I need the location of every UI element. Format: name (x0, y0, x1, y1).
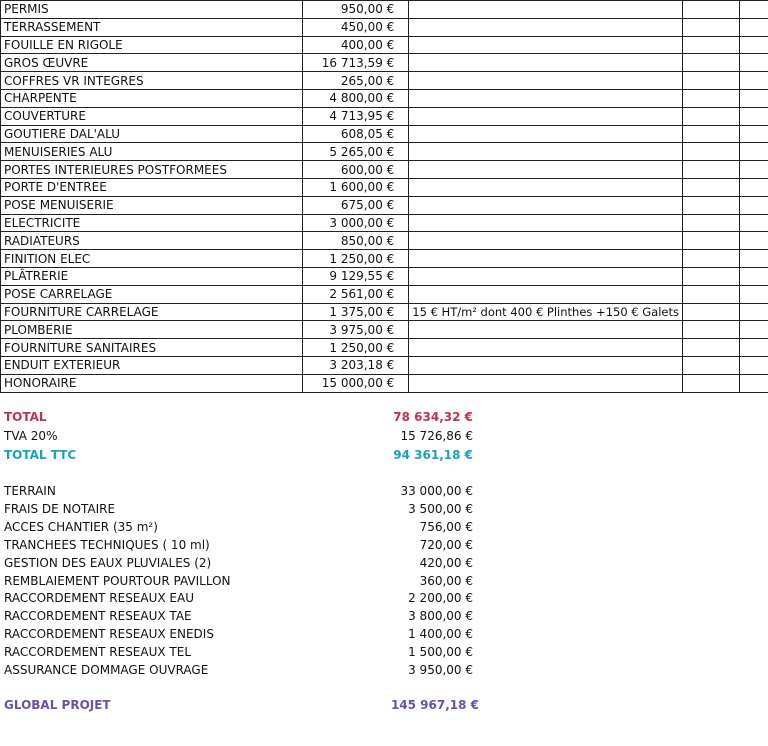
extra-label: GESTION DES EAUX PLUVIALES (2) (4, 555, 212, 570)
row-label: POSE CARRELAGE (1, 285, 303, 303)
list-item (0, 537, 768, 554)
row-label: PORTES INTERIEURES POSTFORMEES (1, 161, 303, 179)
row-note (409, 1, 683, 19)
row-empty-cell (683, 54, 740, 72)
row-note (409, 339, 683, 357)
total-label: TOTAL (4, 410, 47, 424)
row-empty-cell (683, 178, 740, 196)
ttc-value: 94 361,18 € (393, 448, 473, 462)
extra-label: ASSURANCE DOMMAGE OUVRAGE (4, 663, 209, 677)
row-label: PLÂTRERIE (1, 267, 303, 285)
row-empty-cell (739, 72, 768, 90)
table-row (1, 125, 768, 143)
total-row (0, 409, 768, 426)
extra-label: FRAIS DE NOTAIRE (4, 501, 116, 516)
row-note (409, 285, 683, 303)
row-note (409, 125, 683, 143)
row-amount: 850,00 € (303, 232, 409, 250)
row-amount: 1 250,00 € (303, 339, 409, 357)
extra-amount: 360,00 € (419, 573, 473, 588)
extra-label: RACCORDEMENT RESEAUX TAE (4, 609, 192, 624)
row-empty-cell (739, 89, 768, 107)
row-empty-cell (739, 356, 768, 374)
row-amount: 265,00 € (303, 72, 409, 90)
extra-amount: 720,00 € (419, 537, 473, 552)
list-item (0, 626, 768, 643)
row-label: FOUILLE EN RIGOLE (1, 36, 303, 54)
row-label: FOURNITURE SANITAIRES (1, 339, 303, 357)
row-empty-cell (683, 339, 740, 357)
table-row (1, 54, 768, 72)
extra-label: TRANCHEES TECHNIQUES ( 10 ml) (4, 537, 210, 552)
list-item (0, 483, 768, 500)
row-label: CHARPENTE (1, 89, 303, 107)
row-empty-cell (739, 143, 768, 161)
row-amount: 3 000,00 € (303, 214, 409, 232)
list-item (0, 555, 768, 572)
row-empty-cell (739, 321, 768, 339)
row-empty-cell (683, 196, 740, 214)
row-amount: 400,00 € (303, 36, 409, 54)
row-empty-cell (683, 250, 740, 268)
table-row (1, 89, 768, 107)
row-empty-cell (739, 232, 768, 250)
table-row (1, 72, 768, 90)
row-amount: 608,05 € (303, 125, 409, 143)
table-row (1, 143, 768, 161)
row-amount: 3 975,00 € (303, 321, 409, 339)
row-amount: 4 800,00 € (303, 89, 409, 107)
row-empty-cell (739, 196, 768, 214)
table-row (1, 107, 768, 125)
table-row (1, 18, 768, 36)
row-note (409, 72, 683, 90)
row-label: FINITION ELEC (1, 250, 303, 268)
tva-label: TVA 20% (4, 429, 58, 443)
total-value: 78 634,32 € (393, 410, 473, 424)
row-empty-cell (739, 1, 768, 19)
row-empty-cell (683, 89, 740, 107)
extra-label: TERRAIN (4, 484, 56, 498)
row-empty-cell (683, 72, 740, 90)
list-item (0, 519, 768, 536)
table-row (1, 285, 768, 303)
extra-amount: 1 400,00 € (408, 627, 473, 642)
table-row (1, 321, 768, 339)
row-amount: 3 203,18 € (303, 356, 409, 374)
row-empty-cell (683, 285, 740, 303)
table-row (1, 374, 768, 392)
table-row (1, 161, 768, 179)
row-empty-cell (739, 250, 768, 268)
global-row (0, 697, 768, 714)
row-amount: 16 713,59 € (303, 54, 409, 72)
row-empty-cell (739, 267, 768, 285)
table-row (1, 267, 768, 285)
row-amount: 1 600,00 € (303, 178, 409, 196)
row-empty-cell (739, 107, 768, 125)
row-label: ENDUIT EXTERIEUR (1, 356, 303, 374)
row-empty-cell (739, 285, 768, 303)
row-empty-cell (683, 303, 740, 321)
extra-amount: 3 950,00 € (408, 663, 473, 677)
row-label: RADIATEURS (1, 232, 303, 250)
row-amount: 9 129,55 € (303, 267, 409, 285)
row-amount: 450,00 € (303, 18, 409, 36)
row-label: COFFRES VR INTEGRES (1, 72, 303, 90)
table-row (1, 36, 768, 54)
row-note (409, 250, 683, 268)
row-note (409, 89, 683, 107)
row-empty-cell (739, 54, 768, 72)
row-empty-cell (739, 36, 768, 54)
tva-row (0, 428, 768, 445)
table-row (1, 303, 768, 321)
global-label: GLOBAL PROJET (4, 698, 111, 712)
row-amount: 2 561,00 € (303, 285, 409, 303)
extra-amount: 33 000,00 € (400, 484, 473, 498)
list-item (0, 590, 768, 607)
row-empty-cell (683, 143, 740, 161)
row-empty-cell (683, 214, 740, 232)
row-label: ELECTRICITE (1, 214, 303, 232)
row-note (409, 143, 683, 161)
row-empty-cell (683, 321, 740, 339)
row-empty-cell (739, 125, 768, 143)
table-row (1, 250, 768, 268)
row-empty-cell (683, 356, 740, 374)
row-note (409, 161, 683, 179)
row-empty-cell (739, 214, 768, 232)
row-empty-cell (739, 161, 768, 179)
row-amount: 15 000,00 € (303, 374, 409, 392)
extra-amount: 3 800,00 € (408, 609, 473, 624)
list-item (0, 644, 768, 661)
row-empty-cell (683, 18, 740, 36)
row-empty-cell (683, 1, 740, 19)
tva-value: 15 726,86 € (400, 429, 473, 443)
row-note (409, 267, 683, 285)
row-note (409, 36, 683, 54)
row-amount: 5 265,00 € (303, 143, 409, 161)
extra-amount: 420,00 € (419, 555, 473, 570)
row-empty-cell (683, 107, 740, 125)
row-empty-cell (739, 178, 768, 196)
row-label: GOUTIERE DAL'ALU (1, 125, 303, 143)
extra-amount: 1 500,00 € (408, 645, 473, 660)
row-label: TERRASSEMENT (1, 18, 303, 36)
row-note (409, 356, 683, 374)
ttc-label: TOTAL TTC (4, 448, 77, 462)
extra-amount: 3 500,00 € (408, 501, 473, 516)
table-row (1, 1, 768, 19)
table-row (1, 196, 768, 214)
row-note (409, 374, 683, 392)
row-note: 15 € HT/m² dont 400 € Plinthes +150 € Galets (409, 303, 683, 321)
row-amount: 675,00 € (303, 196, 409, 214)
row-amount: 4 713,95 € (303, 107, 409, 125)
list-item (0, 501, 768, 518)
extra-label: RACCORDEMENT RESEAUX TEL (4, 645, 192, 660)
row-empty-cell (739, 339, 768, 357)
row-label: FOURNITURE CARRELAGE (1, 303, 303, 321)
ttc-row (0, 447, 768, 464)
extra-label: RACCORDEMENT RESEAUX EAU (4, 591, 194, 606)
row-label: PERMIS (1, 1, 303, 19)
row-label: POSE MENUISERIE (1, 196, 303, 214)
table-row (1, 339, 768, 357)
row-empty-cell (683, 232, 740, 250)
row-amount: 950,00 € (303, 1, 409, 19)
row-note (409, 214, 683, 232)
row-empty-cell (683, 374, 740, 392)
table-row (1, 214, 768, 232)
row-note (409, 196, 683, 214)
row-empty-cell (739, 18, 768, 36)
row-note (409, 321, 683, 339)
extra-amount: 2 200,00 € (408, 591, 473, 606)
row-empty-cell (683, 161, 740, 179)
row-label: MENUISERIES ALU (1, 143, 303, 161)
extra-label: RACCORDEMENT RESEAUX ENEDIS (4, 627, 214, 642)
row-label: PORTE D'ENTREE (1, 178, 303, 196)
row-amount: 600,00 € (303, 161, 409, 179)
table-row (1, 356, 768, 374)
list-item (0, 662, 768, 679)
extra-amount: 756,00 € (419, 519, 473, 534)
row-amount: 1 250,00 € (303, 250, 409, 268)
table-row (1, 178, 768, 196)
extra-label: ACCES CHANTIER (35 m²) (4, 519, 158, 534)
row-label: GROS ŒUVRE (1, 54, 303, 72)
row-label: COUVERTURE (1, 107, 303, 125)
row-empty-cell (739, 303, 768, 321)
row-note (409, 107, 683, 125)
row-note (409, 178, 683, 196)
row-empty-cell (683, 36, 740, 54)
row-label: PLOMBERIE (1, 321, 303, 339)
row-note (409, 18, 683, 36)
extra-label: REMBLAIEMENT POURTOUR PAVILLON (4, 573, 231, 588)
row-empty-cell (683, 267, 740, 285)
table-row (1, 232, 768, 250)
global-value: 145 967,18 € (390, 698, 479, 712)
list-item (0, 608, 768, 625)
row-note (409, 54, 683, 72)
list-item (0, 573, 768, 590)
row-amount: 1 375,00 € (303, 303, 409, 321)
row-note (409, 232, 683, 250)
row-label: HONORAIRE (1, 374, 303, 392)
row-empty-cell (683, 125, 740, 143)
row-empty-cell (739, 374, 768, 392)
